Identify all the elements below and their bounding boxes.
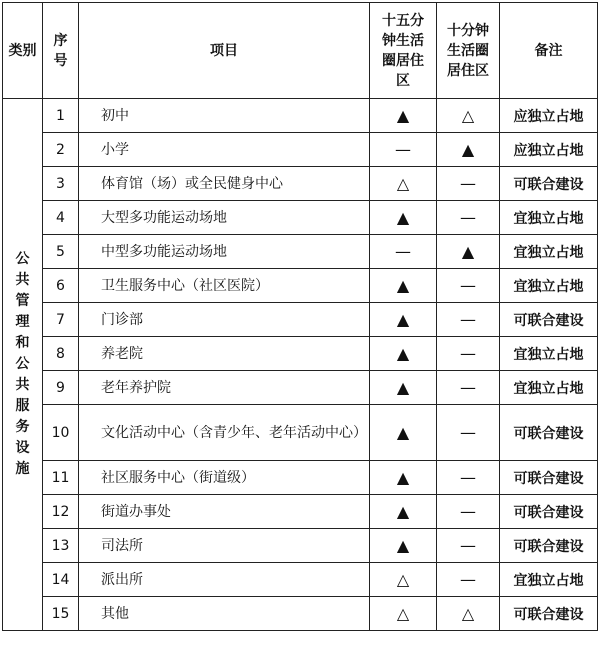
header-seq: 序号 (43, 3, 79, 99)
table-row (3, 99, 598, 133)
row-item: 派出所 (79, 563, 370, 597)
fifteen-minute-mark: ▲ (370, 461, 437, 495)
row-number: 5 (43, 235, 79, 269)
table-row (3, 597, 598, 631)
table-row (3, 133, 598, 167)
fifteen-minute-mark: ▲ (370, 201, 437, 235)
row-note: 可联合建设 (500, 167, 598, 201)
row-item: 小学 (79, 133, 370, 167)
row-item: 初中 (79, 99, 370, 133)
row-item: 其他 (79, 597, 370, 631)
row-note: 可联合建设 (500, 495, 598, 529)
row-item: 门诊部 (79, 303, 370, 337)
ten-minute-mark: — (437, 201, 500, 235)
table-row (3, 167, 598, 201)
row-number: 15 (43, 597, 79, 631)
header-note: 备注 (500, 3, 598, 99)
table-row (3, 269, 598, 303)
category-label: 公共管理和公共服务设施 (15, 251, 30, 477)
fifteen-minute-mark: ▲ (370, 529, 437, 563)
row-note: 宜独立占地 (500, 235, 598, 269)
row-number: 8 (43, 337, 79, 371)
fifteen-minute-mark: △ (370, 563, 437, 597)
table-row (3, 201, 598, 235)
ten-minute-mark: — (437, 269, 500, 303)
row-note: 宜独立占地 (500, 563, 598, 597)
row-note: 可联合建设 (500, 461, 598, 495)
ten-minute-mark: — (437, 563, 500, 597)
row-item: 街道办事处 (79, 495, 370, 529)
fifteen-minute-mark: — (370, 133, 437, 167)
ten-minute-mark: — (437, 461, 500, 495)
fifteen-minute-mark: ▲ (370, 371, 437, 405)
row-number: 14 (43, 563, 79, 597)
header-row (3, 3, 598, 99)
table-row (3, 495, 598, 529)
facility-table (2, 2, 598, 631)
row-note: 宜独立占地 (500, 337, 598, 371)
header-category: 类别 (3, 3, 43, 99)
row-note: 宜独立占地 (500, 371, 598, 405)
row-note: 应独立占地 (500, 99, 598, 133)
table-row (3, 371, 598, 405)
row-item: 体育馆（场）或全民健身中心 (79, 167, 370, 201)
row-note: 可联合建设 (500, 597, 598, 631)
ten-minute-mark: — (437, 337, 500, 371)
row-item: 老年养护院 (79, 371, 370, 405)
ten-minute-mark: — (437, 371, 500, 405)
row-number: 11 (43, 461, 79, 495)
table-row (3, 405, 598, 461)
row-item: 卫生服务中心（社区医院） (79, 269, 370, 303)
row-number: 7 (43, 303, 79, 337)
table-row (3, 529, 598, 563)
fifteen-minute-mark: △ (370, 597, 437, 631)
header-item: 项目 (79, 3, 370, 99)
row-note: 应独立占地 (500, 133, 598, 167)
row-note: 可联合建设 (500, 303, 598, 337)
ten-minute-mark: △ (437, 597, 500, 631)
row-number: 4 (43, 201, 79, 235)
row-note: 可联合建设 (500, 529, 598, 563)
row-number: 1 (43, 99, 79, 133)
ten-minute-mark: — (437, 529, 500, 563)
table-row (3, 235, 598, 269)
row-number: 12 (43, 495, 79, 529)
fifteen-minute-mark: ▲ (370, 405, 437, 461)
row-note: 宜独立占地 (500, 201, 598, 235)
row-number: 10 (43, 405, 79, 461)
row-item: 大型多功能运动场地 (79, 201, 370, 235)
ten-minute-mark: — (437, 405, 500, 461)
ten-minute-mark: — (437, 167, 500, 201)
header-ten-minute: 十分钟生活圈居住区 (437, 3, 500, 99)
table-row (3, 337, 598, 371)
ten-minute-mark: ▲ (437, 235, 500, 269)
ten-minute-mark: ▲ (437, 133, 500, 167)
table-row (3, 563, 598, 597)
row-number: 6 (43, 269, 79, 303)
fifteen-minute-mark: ▲ (370, 99, 437, 133)
row-number: 3 (43, 167, 79, 201)
fifteen-minute-mark: ▲ (370, 337, 437, 371)
header-fifteen-minute: 十五分钟生活圈居住区 (370, 3, 437, 99)
table-row (3, 461, 598, 495)
row-item: 养老院 (79, 337, 370, 371)
row-item: 中型多功能运动场地 (79, 235, 370, 269)
row-item: 社区服务中心（街道级） (79, 461, 370, 495)
category-cell (3, 99, 43, 631)
fifteen-minute-mark: — (370, 235, 437, 269)
fifteen-minute-mark: △ (370, 167, 437, 201)
fifteen-minute-mark: ▲ (370, 495, 437, 529)
table-row (3, 303, 598, 337)
ten-minute-mark: △ (437, 99, 500, 133)
row-item: 司法所 (79, 529, 370, 563)
ten-minute-mark: — (437, 303, 500, 337)
table-body (3, 99, 598, 631)
row-number: 2 (43, 133, 79, 167)
fifteen-minute-mark: ▲ (370, 269, 437, 303)
row-note: 可联合建设 (500, 405, 598, 461)
ten-minute-mark: — (437, 495, 500, 529)
row-number: 9 (43, 371, 79, 405)
row-note: 宜独立占地 (500, 269, 598, 303)
fifteen-minute-mark: ▲ (370, 303, 437, 337)
row-item: 文化活动中心（含青少年、老年活动中心） (79, 405, 370, 461)
row-number: 13 (43, 529, 79, 563)
